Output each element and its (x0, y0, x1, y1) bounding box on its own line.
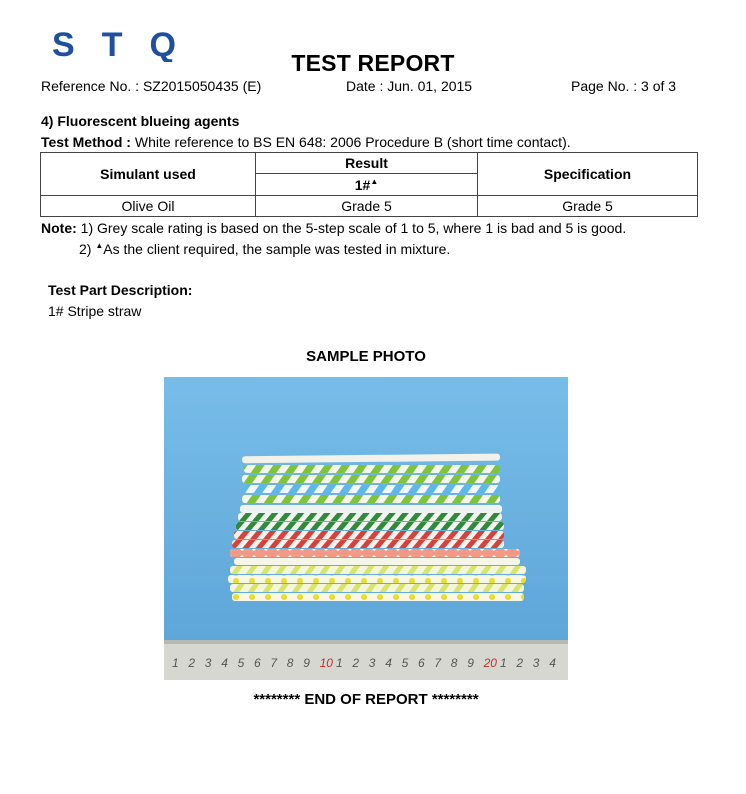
note-label: Note: (41, 220, 77, 236)
note-line-1 (41, 220, 626, 236)
ruler-number: 4 (221, 656, 228, 670)
ruler-number: 9 (303, 656, 310, 670)
ruler-number: 1 (336, 656, 343, 670)
result-table (40, 152, 698, 217)
triangle-icon: ▲ (95, 241, 104, 250)
ruler-number: 2 (352, 656, 360, 670)
cell-result: Grade 5 (256, 196, 478, 217)
ruler-number: 7 (434, 656, 442, 670)
ruler-number: 4 (549, 656, 556, 670)
triangle-icon: ▲ (370, 176, 379, 186)
ruler-number: 8 (286, 656, 294, 670)
ruler-number: 2 (188, 656, 196, 670)
ruler-number: 8 (450, 656, 458, 670)
header-sample-label: 1# (354, 176, 371, 193)
ruler-number: 6 (254, 656, 261, 670)
cell-simulant: Olive Oil (41, 196, 256, 217)
ruler-number: 7 (270, 656, 278, 670)
ruler-number: 1 (172, 656, 179, 670)
ruler-number: 6 (418, 656, 425, 670)
sample-photo (164, 377, 568, 680)
test-method-label: Test Method : (41, 134, 131, 150)
test-part-text: 1# Stripe straw (48, 303, 142, 319)
header-specification: Specification (478, 153, 698, 196)
ruler-numbers (164, 656, 568, 674)
ruler-number: 20 (483, 656, 497, 670)
header-sample (256, 174, 478, 196)
ruler-number: 10 (319, 656, 333, 670)
end-of-report: ******** END OF REPORT ******** (253, 691, 479, 708)
test-part-title: Test Part Description: (48, 282, 193, 298)
ruler-number: 3 (532, 656, 540, 670)
ruler-number: 3 (368, 656, 376, 670)
note-line-2 (79, 241, 450, 257)
ruler-number: 1 (500, 656, 507, 670)
sample-photo-title: SAMPLE PHOTO (306, 348, 426, 365)
ruler-number: 5 (401, 656, 409, 670)
test-method-text: White reference to BS EN 648: 2006 Procedure B (short time contact). (130, 134, 571, 150)
note-prefix-2: 2) (79, 241, 96, 257)
reference-number: Reference No. : SZ2015050435 (E) (41, 78, 262, 94)
section-title: 4) Fluorescent blueing agents (41, 113, 240, 129)
ruler-number: 5 (237, 656, 245, 670)
report-title: TEST REPORT (291, 50, 455, 76)
note-text-1: 1) Grey scale rating is based on the 5-step scale of 1 to 5, where 1 is bad and 5 is good. (76, 220, 627, 236)
note-text-2: As the client required, the sample was tested in mixture. (103, 241, 451, 257)
header-result: Result (256, 153, 478, 174)
header-simulant: Simulant used (41, 153, 256, 196)
ruler-number: 4 (385, 656, 392, 670)
ruler-number: 2 (516, 656, 524, 670)
ruler-number: 9 (467, 656, 474, 670)
straws (228, 454, 526, 601)
logo-text: STQ (52, 28, 180, 62)
ruler-number: 3 (204, 656, 212, 670)
test-method (41, 134, 571, 150)
report-date: Date : Jun. 01, 2015 (346, 78, 473, 94)
cell-spec: Grade 5 (478, 196, 698, 217)
page-number: Page No. : 3 of 3 (571, 78, 677, 94)
